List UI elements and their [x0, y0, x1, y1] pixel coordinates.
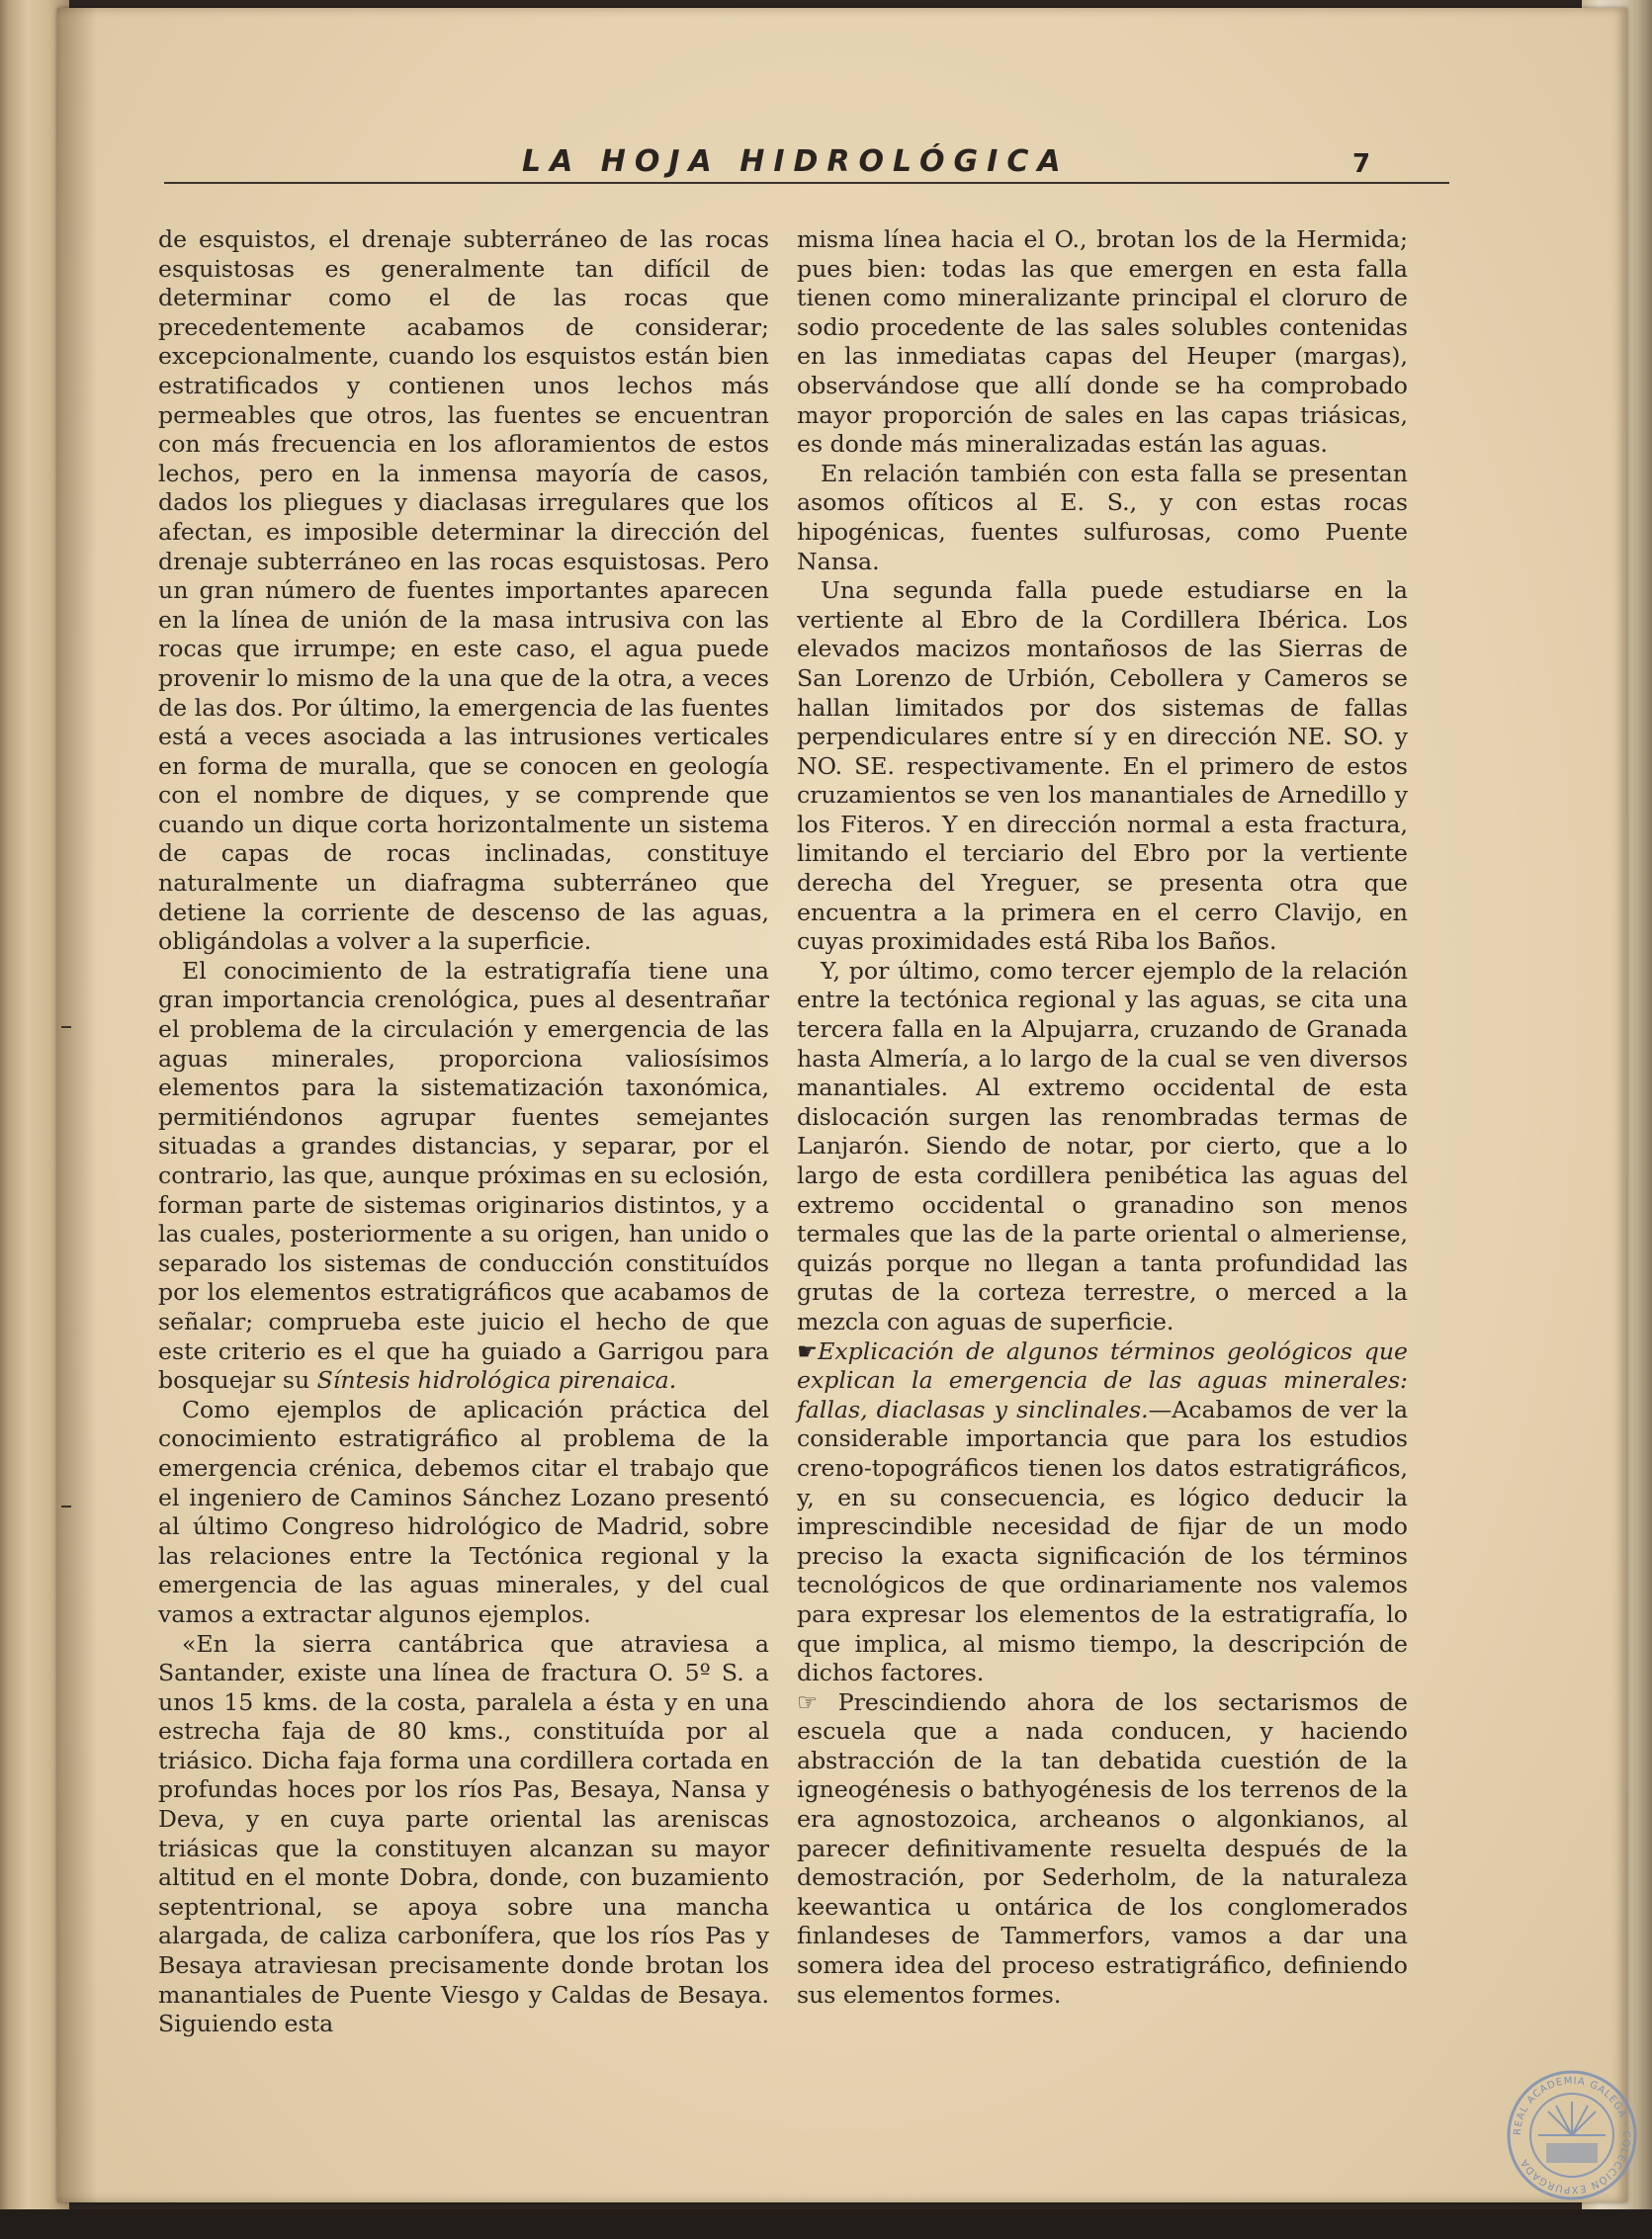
seal-text: REAL ACADEMIA GALEGA · COLECCIÓN EXPURGADA	[1512, 2075, 1632, 2196]
header-rule	[164, 182, 1449, 184]
italic-title: Síntesis hidrológica pirenaica.	[316, 1366, 677, 1395]
pointing-hand-icon: ☞	[797, 1687, 819, 1716]
margin-mark	[61, 1506, 71, 1507]
margin-mark	[61, 1026, 71, 1028]
bottom-edge	[0, 2209, 1652, 2239]
paragraph-text: Prescindiendo ahora de los sectarismos de escuela que a nada conducen, y haciendo abstracción de la tan debatida cuestión de la igneogénesis o bathyogénesis de los terrenos de la era agnostozoica, archeanos o algonkianos, al parecer definitivamente resuelta después de la demostración, por Sederholm, de la naturaleza keewantica u ontárica de los conglomerados finlandeses de Tammerfors, vamos a dar una somera idea del proceso estratigráfico, definiendo sus elementos formes.	[797, 1687, 1409, 2009]
page-number: 7	[1352, 149, 1371, 179]
paragraph: de esquistos, el drenaje subterráneo de las rocas esquistosas es generalmente tan difícil de determinar como el de las rocas que precedentemente acabamos de considerar; excepcionalmente, cuando los esquistos están bien estratificados y contienen unos lechos más permeables que otros, las fuentes se encuentran con más frecuencia en los afloramientos de estos lechos, pero en la inmensa mayoría de casos, dados los pliegues y diaclasas irregulares que los afectan, es imposible determinar la dirección del drenaje subterráneo en las rocas esquistosas. Pero un gran número de fuentes importantes aparecen en la línea de unión de la masa intrusiva con las rocas que irrumpe; en este caso, el agua puede provenir lo mismo de la una que de la otra, a veces de las dos. Por último, la emergencia de las fuentes está a veces asociada a las intrusiones verticales en forma de muralla, que se conocen en geología con el nombre de diques, y se comprende que cuando un dique corta horizontalmente un sistema de capas de rocas inclinadas, constituye naturalmente un diafragma subterráneo que detiene la corriente de descenso de las aguas, obligándolas a volver a la superficie.	[158, 225, 769, 956]
sun-rays-icon	[1538, 2102, 1606, 2135]
running-title: LA HOJA HIDROLÓGICA	[522, 144, 1070, 179]
left-column	[158, 225, 769, 2039]
paragraph: Y, por último, como tercer ejemplo de la relación entre la tectónica regional y las aguas, se cita una tercera falla en la Alpujarra, cruzando de Granada hasta Almería, a lo largo de la cual se ven diversos manantiales. Al extremo occidental de esta dislocación surgen las renombradas termas de Lanjarón. Siendo de notar, por cierto, que a lo largo de esta cordillera penibética las aguas del extremo occidental o granadino son menos termales que las de la parte oriental o almeriense, quizás porque no llegan a tanta profundidad las grutas de la corteza terrestre, o merced a la mezcla con aguas de superficie.	[797, 956, 1408, 1335]
paragraph: misma línea hacia el O., brotan los de la Hermida; pues bien: todas las que emergen en esta falla tienen como mineralizante principal el cloruro de sodio procedente de las sales solubles contenidas en las inmediatas capas del Heuper (margas), observándose que allí donde se ha comprobado mayor proporción de sales en las capas triásicas, es donde más mineralizadas están las aguas.	[797, 225, 1408, 459]
paragraph-text: —Acabamos de ver la considerable importancia que para los estudios creno-topográficos tienen los datos estratigráficos, y, en su consecuencia, es lógico deducir la imprescindible necesidad de fijar de un modo preciso la exacta significación de los términos tecnológicos de que ordinariamente nos valemos para expresar los elementos de la estratigrafía, lo que implica, al mismo tiempo, la descripción de dichos factores.	[797, 1395, 1409, 1687]
section-heading: Explicación de algunos términos geológicos que explican la emergencia de las aguas minerales: fallas, diaclasas y sinclinales.	[797, 1336, 1408, 1423]
paragraph	[158, 957, 769, 1396]
library-seal-stamp	[1503, 2066, 1641, 2204]
pointing-hand-icon: ☛	[797, 1336, 819, 1365]
book-page	[57, 8, 1627, 2202]
paragraph	[797, 1337, 1408, 1688]
paragraph: Como ejemplos de aplicación práctica del conocimiento estratigráfico al problema de la emergencia crénica, debemos citar el trabajo que el ingeniero de Caminos Sánchez Lozano presentó al último Congreso hidrológico de Madrid, sobre las relaciones entre la Tectónica regional y la emergencia de las aguas minerales, y del cual vamos a extractar algunos ejemplos.	[158, 1395, 769, 1628]
right-column	[797, 225, 1408, 2010]
paragraph: «En la sierra cantábrica que atraviesa a Santander, existe una línea de fractura O. 5º S. a unos 15 kms. de la costa, paralela a ésta y en una estrecha faja de 80 kms., constituída por al triásico. Dicha faja forma una cordillera cortada en profundas hoces por los ríos Pas, Besaya, Nansa y Deva, y en cuya parte oriental las areniscas triásicas que la constituyen alcanzan su mayor altitud en el monte Dobra, donde, con buzamiento septentrional, se apoya sobre una mancha alargada, de caliza carbonífera, que los ríos Pas y Besaya atraviesan precisamente donde brotan los manantiales de Puente Viesgo y Caldas de Besaya. Siguiendo esta	[158, 1629, 769, 2038]
paragraph: En relación también con esta falla se presentan asomos ofíticos al E. S., y con estas rocas hipogénicas, fuentes sulfurosas, como Puente Nansa.	[797, 459, 1408, 575]
paragraph: Una segunda falla puede estudiarse en la vertiente al Ebro de la Cordillera Ibérica. Los elevados macizos montañosos de las Sierras de San Lorenzo de Urbión, Cebollera y Cameros se hallan limitados por dos sistemas de fallas perpendiculares entre sí y en dirección NE. SO. y NO. SE. respectivamente. En el primero de estos cruzamientos se ven los manantiales de Arnedillo y los Fiteros. Y en dirección normal a esta fractura, limitando el terciario del Ebro por la vertiente derecha del Yreguer, se presenta otra que encuentra a la primera en el cerro Clavijo, en cuyas proximidades está Riba los Baños.	[797, 576, 1408, 956]
paragraph-text: El conocimiento de la estratigrafía tiene una gran importancia crenológica, pues al desentrañar el problema de la circulación y emergencia de las aguas minerales, proporciona valiosísimos elementos para la sistematización taxonómica, permitiéndonos agrupar fuentes semejantes situadas a grandes distancias, y separar, por el contrario, las que, aunque próximas en su eclosión, forman parte de sistemas originarios distintos, y a las cuales, posteriormente a su origen, han unido o separado los sistemas de conducción constituídos por los elementos estratigráficos que acabamos de señalar; comprueba este juicio el hecho de que este criterio es el que ha guiado a Garrigou para bosquejar su	[158, 956, 769, 1395]
paragraph	[797, 1688, 1408, 2011]
spine-shadow	[57, 8, 97, 2202]
